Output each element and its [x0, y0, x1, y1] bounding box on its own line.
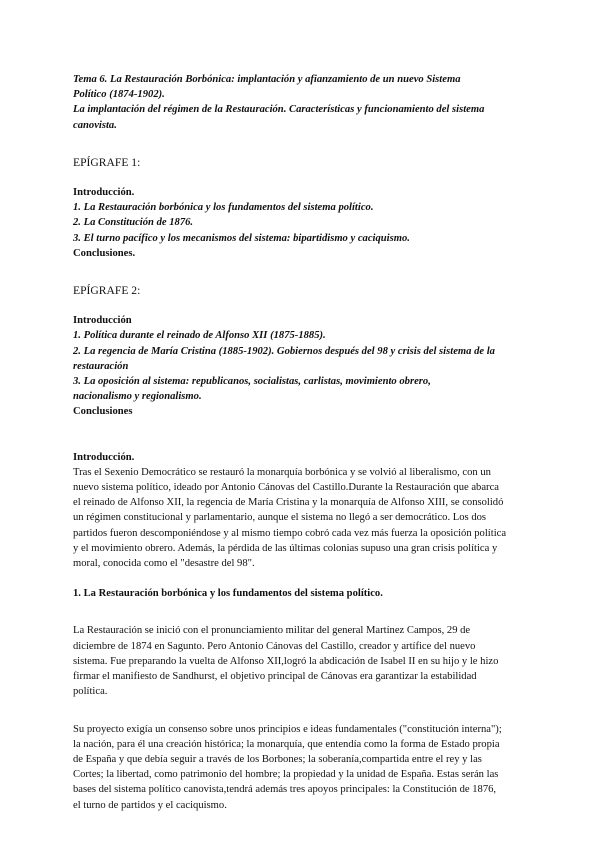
outline-item: 2. La Constitución de 1876.	[73, 217, 194, 229]
paragraph-line: partidos fueron descomponiéndose y al mismo tiempo cobró cada vez más fuerza la oposición política	[73, 527, 507, 539]
paragraph-line: firmar el manifiesto de Sandhurst, el objetivo principal de Cánovas era garantizar la estabilidad	[73, 671, 477, 683]
section-1-paragraph-1	[73, 623, 533, 699]
paragraph-line: Su proyecto exigía un consenso sobre unos principios e ideas fundamentales ("constitución interna");	[73, 723, 502, 735]
section-1-heading: 1. La Restauración borbónica y los fundamentos del sistema político.	[73, 588, 383, 600]
subtitle-line: canovista.	[73, 119, 117, 131]
epigrafe-2-heading: EPÍGRAFE 2:	[73, 284, 141, 298]
outline-item: Conclusiones.	[73, 247, 136, 259]
introduction-heading: Introducción.	[73, 451, 135, 463]
paragraph-line: y el movimiento obrero. Además, la pérdida de las últimas colonias supuso una gran crisis política y	[73, 542, 498, 554]
paragraph-line: el turno de partidos y el caciquismo.	[73, 799, 227, 811]
epigrafe-2-section	[73, 283, 533, 420]
outline-item: 3. El turno pacífico y los mecanismos del sistema: bipartidismo y caciquismo.	[73, 232, 410, 244]
outline-item: 3. La oposición al sistema: republicanos, socialistas, carlistas, movimiento obrero,	[73, 376, 431, 388]
introduction-section	[73, 450, 533, 572]
paragraph-line: nuevo sistema político, ideado por Antonio Cánovas del Castillo.Durante la Restauración que abarca	[73, 482, 499, 494]
outline-item: Introducción.	[73, 187, 135, 199]
paragraph-line: Cortes; la libertad, como patrimonio del hombre; la propiedad y la unidad de España. Estas serán las	[73, 769, 499, 781]
paragraph-line: la nación, para él una creación histórica; la monarquía, que entendía como la forma de Estado propia	[73, 738, 500, 750]
paragraph-line: diciembre de 1874 en Sagunto. Pero Antonio Cánovas del Castillo, creador y artífice del nuevo	[73, 640, 476, 652]
subtitle-line: La implantación del régimen de la Restauración. Características y funcionamiento del sistema	[73, 104, 485, 116]
epigrafe-1-heading: EPÍGRAFE 1:	[73, 155, 141, 169]
outline-item: restauración	[73, 360, 129, 372]
paragraph-line: Tras el Sexenio Democrático se restauró la monarquía borbónica y se volvió al liberalismo, con un	[73, 466, 491, 478]
paragraph-line: La Restauración se inició con el pronunciamiento militar del general Martínez Campos, 29 de	[73, 625, 471, 637]
title-line: Tema 6. La Restauración Borbónica: implantación y afianzamiento de un nuevo Sistema	[73, 74, 461, 85]
outline-item: 1. La Restauración borbónica y los fundamentos del sistema político.	[73, 202, 374, 214]
section-1	[73, 586, 533, 812]
paragraph-line: política.	[73, 686, 108, 698]
paragraph-line: un régimen constitucional y parlamentario, aunque el sistema no llegó a ser democrático. Los dos	[73, 512, 487, 524]
epigrafe-1-section	[73, 155, 533, 261]
outline-item: Conclusiones	[73, 406, 133, 418]
paragraph-line: de España y que debía seguir a través de los Borbones; la soberanía,compartida entre el rey y las	[73, 753, 482, 765]
paragraph-line: sistema. Fue preparando la vuelta de Alfonso XII,logró la abdicación de Isabel II en su hijo y le hizo	[73, 655, 499, 667]
paragraph-line: moral, conocida como el "desastre del 98".	[73, 558, 255, 570]
title-line: Político (1874-1902).	[73, 89, 165, 101]
outline-item: 1. Política durante el reinado de Alfonso XII (1875-1885).	[73, 330, 326, 342]
section-1-paragraph-2	[73, 722, 533, 813]
document-title	[73, 72, 533, 133]
document-page	[73, 72, 533, 813]
paragraph-line: bases del sistema político canovista,tendrá además tres apoyos principales: la Constitución de 1876,	[73, 784, 497, 796]
paragraph-line: el reinado de Alfonso XII, la regencia de María Cristina y la monarquía de Alfonso XIII, se consolidó	[73, 497, 504, 509]
outline-item: 2. La regencia de María Cristina (1885-1902). Gobiernos después del 98 y crisis del sistema de la	[73, 345, 495, 357]
outline-item: nacionalismo y regionalismo.	[73, 391, 202, 403]
outline-item: Introducción	[73, 315, 132, 327]
